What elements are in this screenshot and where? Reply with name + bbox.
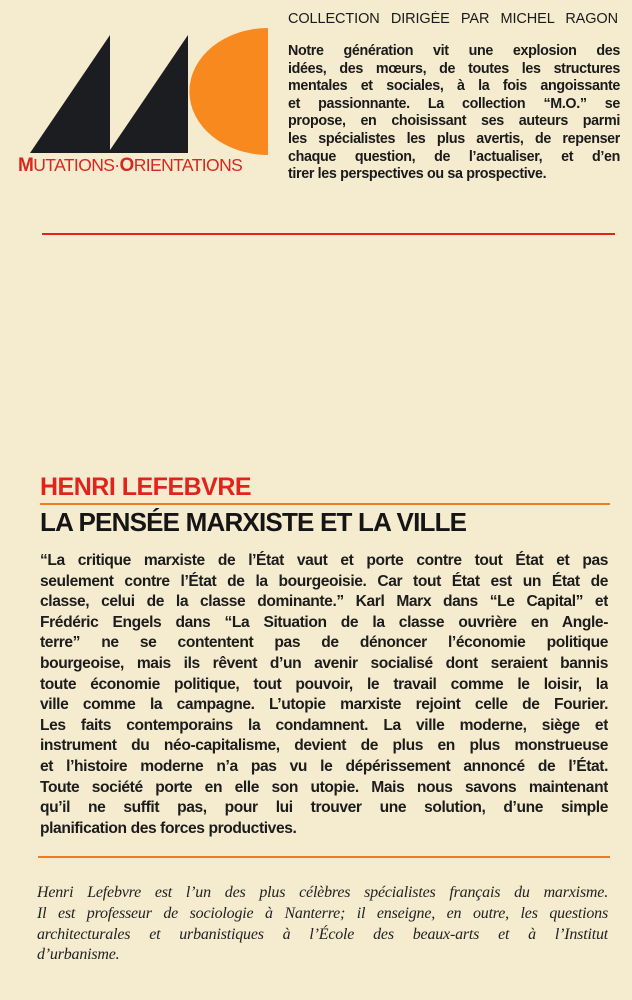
collection-editor-line: COLLECTION DIRIGÉE PAR MICHEL RAGON: [288, 11, 618, 27]
text-line: Notre génération vit une explosion des: [288, 43, 620, 59]
logo-text-orientations: RIENTATIONS: [133, 155, 243, 175]
text-line: terre” ne se contentent pas de dénoncer l’économie politique: [40, 634, 608, 652]
text-line: Frédéric Engels dans “La Situation de la classe ouvrière en Angle-: [40, 613, 608, 631]
logo-black-triangle-right: [108, 35, 188, 153]
logo-black-triangle-left: [30, 35, 110, 153]
logo-orange-half-circle: [189, 28, 268, 155]
logo-letter-m: M: [18, 155, 34, 176]
text-line: Les faits contemporains la condamnent. La ville moderne, siège et: [40, 716, 608, 734]
collection-blurb: [288, 43, 620, 184]
text-line: qu’il ne suffit pas, pour lui trouver une solution, d’une simple: [40, 799, 608, 817]
text-line: tirer les perspectives ou sa prospective.: [288, 166, 547, 183]
text-line: d’urbanisme.: [37, 946, 120, 964]
logo-letter-o: O: [119, 155, 134, 176]
text-line: Henri Lefebvre est l’un des plus célèbres spécialistes français du marxisme.: [37, 884, 608, 901]
text-line: toute économie politique, tout pouvoir, le travail comme le loisir, la: [40, 675, 608, 693]
text-line: chaque question, de l’actualiser, et d’en: [288, 148, 620, 165]
text-line: seulement contre l’État de la bourgeoisie. Car tout État est un État de: [40, 572, 608, 590]
logo-wordmark: [18, 155, 242, 177]
text-line: architecturales et urbanistiques à l’École des beaux-arts et à l’Institut: [37, 925, 608, 943]
text-line: ville comme la campagne. L’utopie marxiste rejoint celle de Fourier.: [40, 696, 608, 714]
mutations-orientations-logo-mark: [18, 26, 273, 158]
text-line: instrument du néo-capitalisme, devient de plus en plus monstrueuse: [40, 737, 608, 755]
text-line: Il est professeur de sociologie à Nanterre; il enseigne, en outre, les questions: [37, 904, 608, 922]
book-description: [40, 551, 608, 839]
text-line: et passionnante. La collection “M.O.” se: [288, 95, 620, 112]
orange-divider-title: [40, 503, 610, 505]
text-line: bourgeoise, mais ils rêvent d’un avenir socialisé dont seraient bannis: [40, 654, 608, 672]
text-line: “La critique marxiste de l’État vaut et porte contre tout État et pas: [40, 552, 608, 569]
text-line: les spécialistes les plus avertis, de repenser: [288, 130, 620, 147]
logo-text-mutations: UTATIONS·: [33, 155, 120, 175]
text-line: propose, en choisissant ses auteurs parmi: [288, 113, 620, 130]
orange-divider-bio: [38, 856, 610, 858]
text-line: mentales et sociales, à la fois angoissante: [288, 78, 620, 95]
book-title: LA PENSÉE MARXISTE ET LA VILLE: [40, 507, 467, 537]
text-line: classe, celui de la classe dominante.” Karl Marx dans “Le Capital” et: [40, 593, 608, 611]
author-bio: [37, 883, 608, 966]
text-line: et l’histoire moderne n’a pas vu le dépérissement annoncé de l’État.: [40, 757, 608, 775]
text-line: idées, des mœurs, de toutes les structures: [288, 60, 620, 77]
text-line: planification des forces productives.: [40, 819, 297, 837]
red-divider: [42, 233, 615, 235]
text-line: Toute société porte en elle son utopie. Mais nous savons maintenant: [40, 778, 608, 796]
author-name: HENRI LEFEBVRE: [40, 473, 252, 501]
